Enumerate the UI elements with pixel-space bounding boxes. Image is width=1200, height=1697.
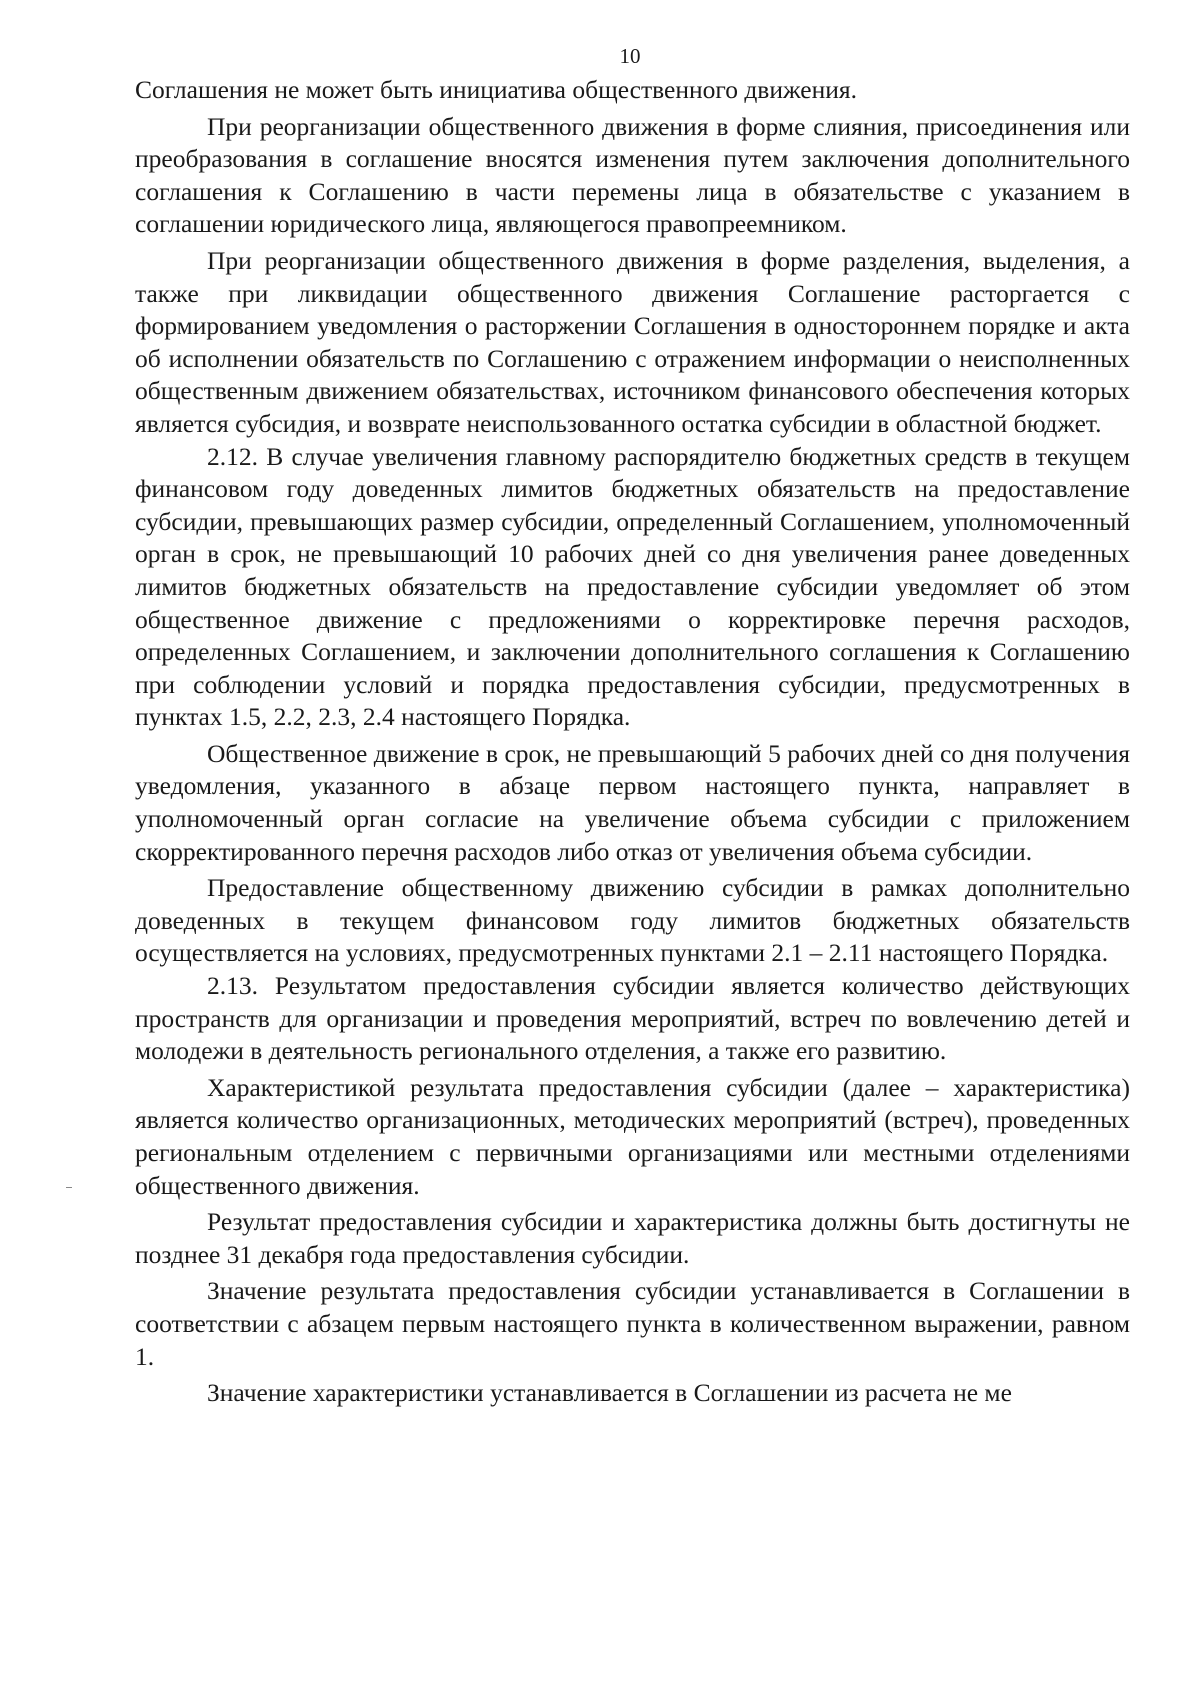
paragraph: 2.13. Результатом предоставления субсидии является количество действующих пространств для организации и проведения мероприятий, встреч по вовлечению детей и молодежи в деятельность регионального отделения, а также его развитию. bbox=[135, 971, 1130, 1066]
paragraph: Значение результата предоставления субсидии устанавливается в Соглашении в соответствии с абзацем первым настоящего пункта в количественном выражении, равном 1. bbox=[135, 1276, 1130, 1371]
paragraph: Характеристикой результата предоставления субсидии (далее – характеристика) является количество организационных, методических мероприятий (встреч), проведенных региональным отделением с первичными организациями или местными отделениями общественного движения. bbox=[135, 1072, 1130, 1200]
paragraph: При реорганизации общественного движения в форме разделения, выделения, а также при ликвидации общественного движения Соглашение расторгается с формированием уведомления о расторжении Соглашения в одностороннем порядке и акта об исполнении обязательств по Соглашению с отражением информации о неисполненных общественным движением обязательствах, источником финансового обеспечения которых является субсидия, и возврате неиспользованного остатка субсидии в областной бюджет. bbox=[135, 245, 1130, 438]
paragraph: Предоставление общественному движению субсидии в рамках дополнительно доведенных в текущем финансовом году лимитов бюджетных обязательств осуществляется на условиях, предусмотренных пунктами 2.1 – 2.11 настоящего Порядка. bbox=[135, 873, 1130, 968]
page-number: 10 bbox=[619, 44, 641, 68]
paragraph: При реорганизации общественного движения в форме слияния, присоединения или преобразования в соглашение вносятся изменения путем заключения дополнительного соглашения к Соглашению в части перемены лица в обязательстве с указанием в соглашении юридического лица, являющегося правопреемником. bbox=[135, 111, 1130, 239]
paragraph: Результат предоставления субсидии и характеристика должны быть достигнуты не позднее 31 декабря года предоставления субсидии. bbox=[135, 1207, 1130, 1269]
paragraph: Общественное движение в срок, не превышающий 5 рабочих дней со дня получения уведомления, указанного в абзаце первом настоящего пункта, направляет в уполномоченный орган согласие на увеличение объема субсидии с приложением скорректированного перечня расходов либо отказ от увеличения объема субсидии. bbox=[135, 738, 1130, 866]
paragraph: 2.12. В случае увеличения главному распорядителю бюджетных средств в текущем финансовом году доведенных лимитов бюджетных обязательств на предоставление субсидии, превышающих размер субсидии, определенный Соглашением, уполномоченный орган в срок, не превышающий 10 рабочих дней со дня увеличения ранее доведенных лимитов бюджетных обязательств на предоставление субсидии уведомляет об этом общественное движение с предложениями о корректировке перечня расходов, определенных Соглашением, и заключении дополнительного соглашения к Соглашению при соблюдении условий и порядка предоставления субсидии, предусмотренных в пунктах 1.5, 2.2, 2.3, 2.4 настоящего Порядка. bbox=[135, 441, 1130, 732]
paragraph: Соглашения не может быть инициатива общественного движения. bbox=[135, 75, 857, 104]
margin-mark bbox=[66, 1187, 72, 1188]
paragraph: Значение характеристики устанавливается в Соглашении из расчета не ме bbox=[207, 1378, 1012, 1408]
document-body bbox=[135, 74, 1130, 1410]
